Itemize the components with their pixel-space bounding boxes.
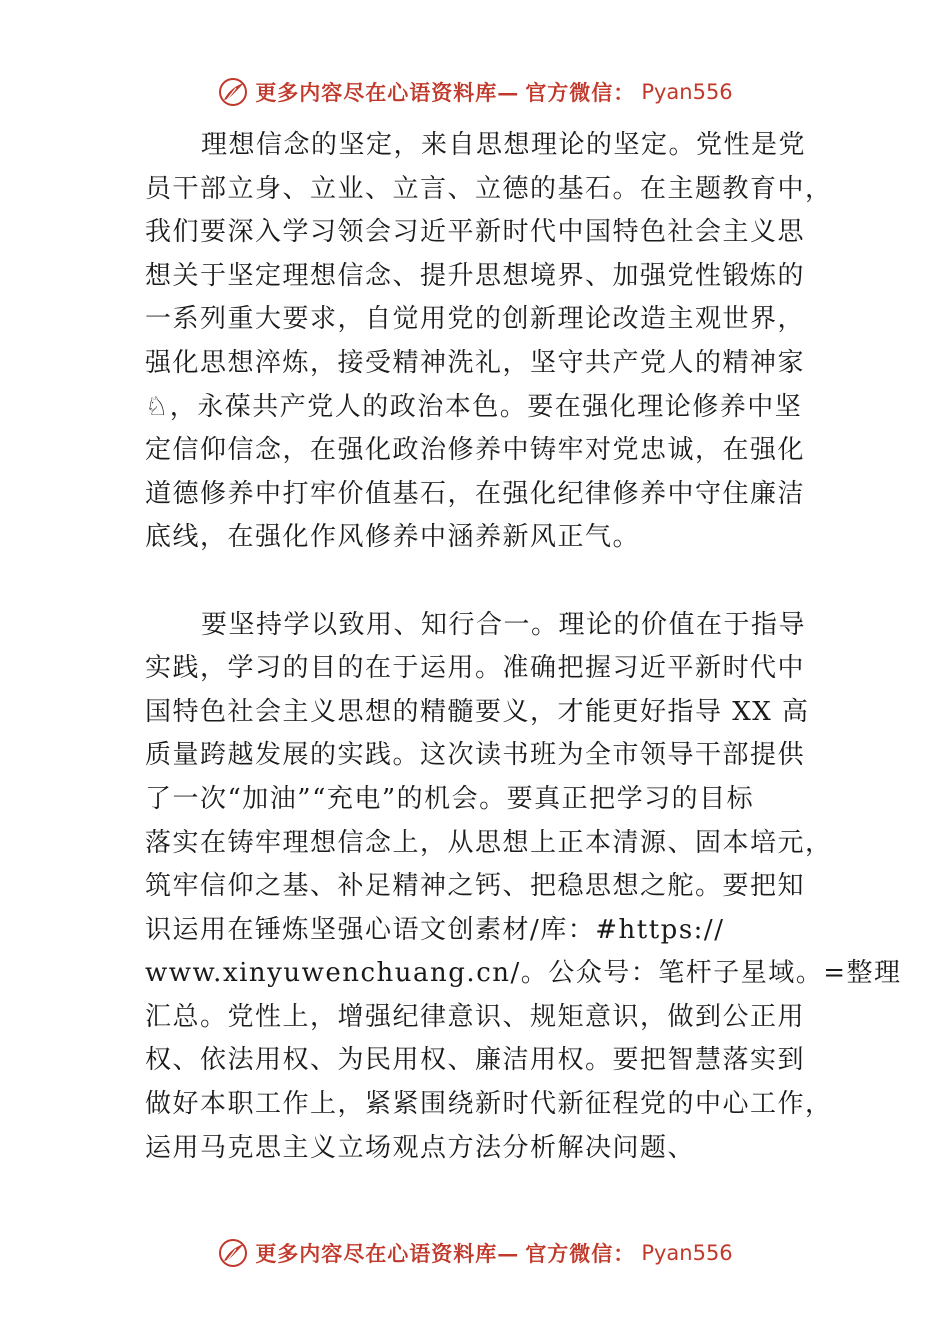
text-line: 汇总。党性上，增强纪律意识、规矩意识，做到公正用: [145, 1001, 806, 1032]
feather-logo-icon: [217, 76, 249, 108]
text-line: ♘，永葆共产党人的政治本色。要在强化理论修养中坚: [145, 391, 803, 422]
feather-logo-icon: [217, 1237, 249, 1269]
banner-brand-text: 更多内容尽在心语资料库—: [255, 80, 520, 105]
banner-official-text: 官方微信：: [525, 1241, 636, 1266]
text-line: 要坚持学以致用、知行合一。理论的价值在于指导: [201, 609, 807, 640]
text-line: 落实在铸牢理想信念上，从思想上正本清源、固本培元，: [145, 827, 833, 858]
banner-wechat-id: Pyan556: [641, 80, 733, 104]
text-line: 想关于坚定理想信念、提升思想境界、加强党性锻炼的: [145, 260, 806, 291]
text-line: 运用马克思主义立场观点方法分析解决问题、: [145, 1132, 696, 1163]
text-line: 识运用在锤炼坚强心语文创素材/库：#https://: [145, 914, 725, 945]
text-line: www.xinyuwenchuang.cn/。公众号：笔杆子星域。=整理: [145, 958, 902, 989]
paragraph-1: [145, 124, 833, 560]
text-line: 员干部立身、立业、立言、立德的基石。在主题教育中，: [145, 173, 833, 204]
text-line: 我们要深入学习领会习近平新时代中国特色社会主义思: [145, 217, 806, 248]
paragraph-2: [145, 604, 902, 1171]
text-line: 一系列重大要求，自觉用党的创新理论改造主观世界，: [145, 304, 806, 335]
text-line: 做好本职工作上，紧紧围绕新时代新征程党的中心工作，: [145, 1089, 833, 1120]
banner-wechat-id: Pyan556: [641, 1241, 733, 1265]
banner-official-text: 官方微信：: [525, 80, 636, 105]
footer-banner: [0, 1233, 950, 1273]
text-line: 强化思想淬炼，接受精神洗礼，坚守共产党人的精神家: [145, 347, 806, 378]
text-line: 实践，学习的目的在于运用。准确把握习近平新时代中: [145, 653, 806, 684]
banner-brand-text: 更多内容尽在心语资料库—: [255, 1241, 520, 1266]
text-line: 道德修养中打牢价值基石，在强化纪律修养中守住廉洁: [145, 478, 806, 509]
text-line: 国特色社会主义思想的精髓要义，才能更好指导 XX 高: [145, 696, 810, 727]
text-line: 权、依法用权、为民用权、廉洁用权。要把智慧落实到: [145, 1045, 806, 1076]
header-banner: [0, 72, 950, 112]
document-body: [145, 124, 902, 1170]
paragraph-gap: [145, 560, 825, 604]
text-line: 理想信念的坚定，来自思想理论的坚定。党性是党: [201, 130, 807, 160]
text-line: 质量跨越发展的实践。这次读书班为全市领导干部提供: [145, 740, 806, 771]
text-line: 定信仰信念，在强化政治修养中铸牢对党忠诚，在强化: [145, 435, 806, 466]
text-line: 底线，在强化作风修养中涵养新风正气。: [145, 522, 641, 553]
text-line: 筑牢信仰之基、补足精神之钙、把稳思想之舵。要把知: [145, 871, 806, 902]
text-line: 了一次“加油”“充电”的机会。要真正把学习的目标: [145, 783, 755, 814]
